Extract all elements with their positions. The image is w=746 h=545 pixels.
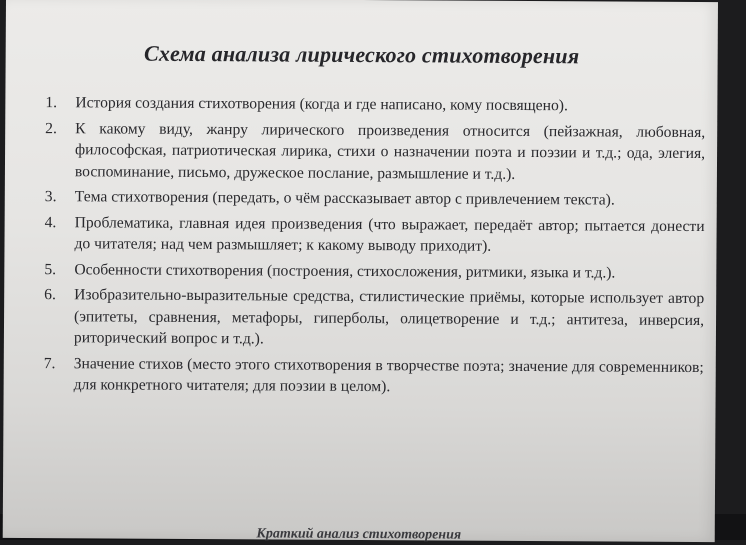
list-item (44, 353, 704, 400)
item-text: Изобразительно-выразительные средства, стилистические приёмы, которые использует автор (эпитеты, сравнения, метафоры, гиперболы, олицетворение и т.д.; антитеза, инверсия, риторический вопрос и т.д.). (73, 286, 705, 348)
list-item (44, 259, 704, 285)
item-text: Тема стихотворения (передать, о чём рассказывает автор с привлечением текста). (74, 188, 615, 209)
analysis-list (44, 92, 706, 404)
item-number: 6. (44, 286, 56, 304)
item-number: 1. (45, 94, 58, 112)
item-text: Значение стихов (место этого стихотворения в творчестве поэта; значение для современников; для конкретного читателя; для поэзии в целом). (73, 354, 704, 396)
item-text: К какому виду, жанру лирического произведения относится (пейзажная, любовная, философская, патриотическая лирика, стихи о назначении поэта и поэзии и т.д.; ода, элегия, воспоминание, письмо, дружеское послание, размышление и т.д.). (74, 119, 706, 183)
document-title: Схема анализа лирического стихотворения (143, 40, 580, 69)
list-item (44, 284, 704, 353)
item-text: История создания стихотворения (когда и где написано, кому посвящено). (75, 94, 568, 115)
item-number: 4. (44, 213, 57, 231)
list-item (45, 118, 705, 187)
item-number: 2. (45, 119, 57, 137)
paper-sheet (3, 0, 718, 542)
item-number: 3. (44, 188, 57, 206)
item-number: 5. (44, 260, 57, 278)
item-text: Проблематика, главная идея произведения (что выражает, передаёт автор; пытается донести до читателя; над чем размышляет; к какому выводу приходит). (74, 213, 705, 255)
footer-title: Краткий анализ стихотворения (256, 526, 462, 543)
list-item (44, 212, 704, 259)
item-text: Особенности стихотворения (построения, стихосложения, ритмики, языка и т.д.). (74, 260, 616, 282)
item-number: 7. (43, 354, 56, 372)
list-item (45, 186, 705, 212)
list-item (45, 92, 705, 118)
